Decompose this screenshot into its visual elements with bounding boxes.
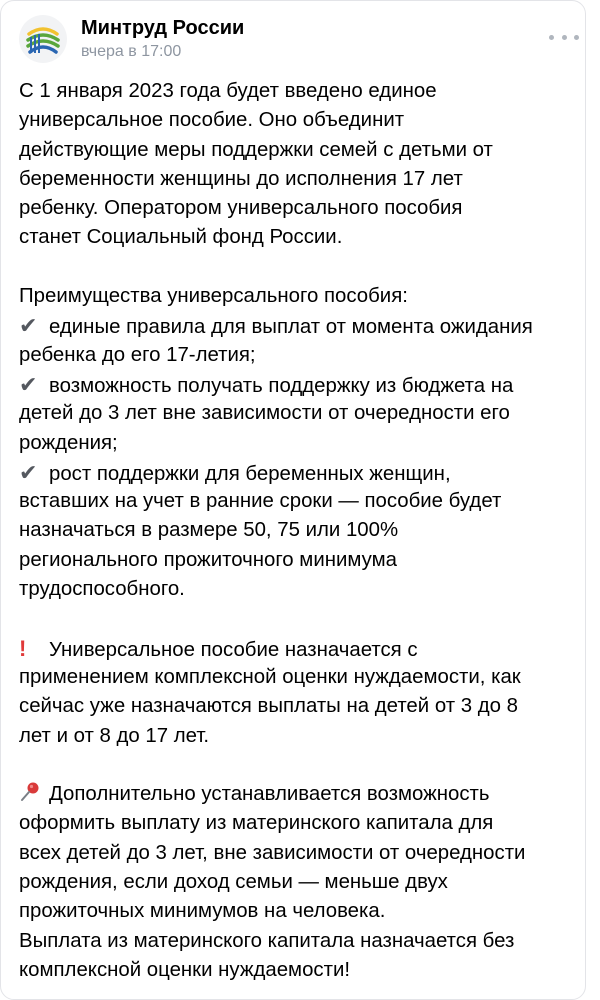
benefit-line: детей до 3 лет вне зависимости от очередности его xyxy=(19,402,510,425)
post-header xyxy=(19,15,581,67)
blank-line xyxy=(19,604,589,633)
benefit-line xyxy=(19,370,589,399)
more-dots-icon[interactable] xyxy=(549,29,579,45)
exclamation-icon: ! xyxy=(19,635,27,661)
text-line: действующие меры поддержки семей с детьми от xyxy=(19,138,493,161)
notice-line: лет и от 8 до 17 лет. xyxy=(19,724,210,747)
benefit-line: назначаться в размере 50, 75 или 100% xyxy=(19,519,399,542)
benefit-line: трудоспособного. xyxy=(19,578,185,601)
benefit-text: единые правила для выплат от момента ожидания xyxy=(49,316,533,339)
text-line: С 1 января 2023 года будет введено единое xyxy=(19,80,437,102)
benefit-line: ребенка до его 17-летия; xyxy=(19,343,256,366)
text-line: беременности женщины до исполнения 17 лет xyxy=(19,167,463,190)
additional-line: рождения, если доход семьи — меньше двух xyxy=(19,871,448,894)
post-text xyxy=(19,77,589,985)
notice-line xyxy=(19,634,589,663)
notice-text: Универсальное пособие назначается с xyxy=(49,638,418,661)
additional-line: всех детей до 3 лет, вне зависимости от очередности xyxy=(19,841,526,864)
notice-line: сейчас уже назначаются выплаты на детей от 3 до 8 xyxy=(19,695,518,718)
text-line: станет Социальный фонд России. xyxy=(19,226,343,249)
benefit-line: рождения; xyxy=(19,431,118,454)
dot xyxy=(549,35,554,40)
additional-line: комплексной оценки нуждаемости! xyxy=(19,958,351,981)
mintrud-logo-icon[interactable] xyxy=(19,15,67,63)
benefit-text: рост поддержки для беременных женщин, xyxy=(49,462,451,485)
post-author[interactable]: Минтруд России xyxy=(81,17,245,39)
benefits-title: Преимущества универсального пособия: xyxy=(19,285,408,308)
benefit-line: регионального прожиточного минимума xyxy=(19,548,397,571)
pushpin-icon xyxy=(19,781,49,812)
additional-text: Дополнительно устанавливается возможность xyxy=(49,783,490,806)
benefit-text: возможность получать поддержку из бюджета на xyxy=(49,374,514,397)
notice-line: применением комплексной оценки нуждаемости, как xyxy=(19,665,521,688)
benefit-line xyxy=(19,311,589,340)
check-mark-icon: ✔ xyxy=(19,313,38,339)
additional-line: Выплата из материнского капитала назначается без xyxy=(19,929,515,952)
dot xyxy=(574,35,579,40)
check-mark-icon: ✔ xyxy=(19,459,38,485)
blank-line xyxy=(19,253,589,282)
check-mark-icon: ✔ xyxy=(19,371,38,397)
dot xyxy=(562,35,567,40)
additional-line: прожиточных минимумов на человека. xyxy=(19,900,386,923)
post-time[interactable]: вчера в 17:00 xyxy=(81,43,182,60)
text-line: универсальное пособие. Оно объединит xyxy=(19,109,405,132)
additional-line: оформить выплату из материнского капитала для xyxy=(19,812,494,835)
benefit-line xyxy=(19,458,589,487)
additional-line xyxy=(19,780,589,809)
benefit-line: вставших на учет в ранние сроки — пособие будет xyxy=(19,490,502,513)
text-line: ребенку. Оператором универсального пособия xyxy=(19,197,463,220)
blank-line xyxy=(19,751,589,780)
